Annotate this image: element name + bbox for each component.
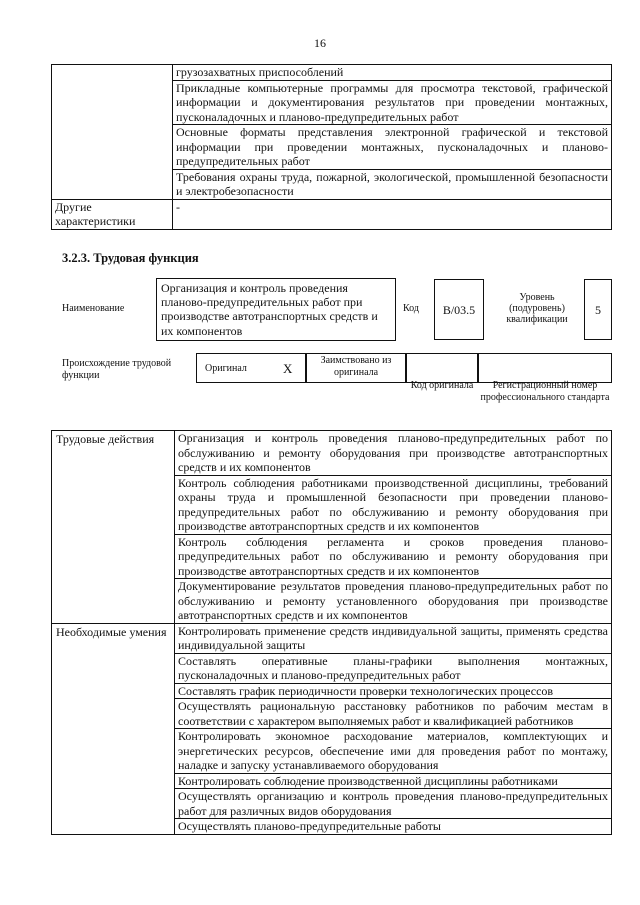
table-cell: Осуществлять рациональную расстановку работников по рабочим местам в соответствии с характером выполняемых работ и квалификацией работников: [175, 699, 612, 729]
table-cell: Контроль соблюдения регламента и сроков проведения планово-предупредительных работ по обслуживанию и ремонту оборудования при производстве автотранспортных средств и их компонентов: [175, 534, 612, 579]
table-cell: Контролировать применение средств индивидуальной защиты, применять средства индивидуальной защиты: [175, 623, 612, 653]
naming-label: Наименование: [62, 303, 125, 314]
original-box: [196, 353, 306, 383]
table-cell: Контролировать соблюдение производственной дисциплины работниками: [175, 773, 612, 789]
table-cell: Составлять график периодичности проверки технологических процессов: [175, 683, 612, 699]
knowledge-continuation-table: [51, 64, 612, 230]
table-cell: Контролировать экономное расходование материалов, комплектующих и энергетических ресурсов, обеспечение ими для проведения работ по монтажу, наладке и запуску устанавливаемого оборудования: [175, 729, 612, 774]
function-name-box: Организация и контроль проведения планово-предупредительных работ при производстве автотранспортных средств и их компонентов: [156, 278, 396, 341]
code-value-box: B/03.5: [434, 279, 484, 340]
code-label: Код: [403, 303, 419, 314]
table-cell: Документирование результатов проведения планово-предупредительных работ по обслуживанию и ремонту установленного оборудования при производстве автотранспортных средств и их компонентов: [175, 579, 612, 624]
table-cell: Осуществлять организацию и контроль проведения планово-предупредительных работ для различных видов оборудования: [175, 789, 612, 819]
table-cell: Прикладные компьютерные программы для просмотра текстовой, графической информации и документирования результатов при проведении монтажных, пусконаладочных и планово-предупредительных работ: [173, 80, 612, 125]
borrowed-box: Заимствовано из оригинала: [306, 353, 406, 383]
row-label: [52, 65, 173, 200]
table-row: [52, 431, 612, 476]
table-cell: Требования охраны труда, пожарной, экологической, промышленной безопасности и электробезопасности: [173, 169, 612, 199]
table-cell: Основные форматы представления электронной графической и текстовой информации при проведении монтажных, пусконаладочных и планово-предупредительных работ: [173, 125, 612, 170]
labor-actions-label: Трудовые действия: [52, 431, 175, 624]
skills-label: Необходимые умения: [52, 623, 175, 834]
table-cell: Организация и контроль проведения планово-предупредительных работ по обслуживанию и ремонту оборудования при производстве автотранспортных средств и их компонентов: [175, 431, 612, 476]
original-code-caption: Код оригинала: [410, 380, 474, 391]
table-cell: Контроль соблюдения работниками производственной дисциплины, требований охраны труда и промышленной безопасности при проведении планово-предупредительных работ по обслуживанию и ремонту оборудования при производстве автотранспортных средств и их компонентов: [175, 475, 612, 534]
table-row: [52, 65, 612, 81]
level-label: Уровень (подуровень) квалификации: [506, 292, 568, 325]
other-characteristics-label: Другие характеристики: [52, 199, 173, 229]
labor-function-table: [51, 430, 612, 835]
table-cell: грузозахватных приспособлений: [173, 65, 612, 81]
registration-number-box: [478, 353, 612, 383]
table-row: [52, 199, 612, 229]
other-characteristics-value: -: [173, 199, 612, 229]
table-row: [52, 623, 612, 653]
table-cell: Осуществлять планово-предупредительные работы: [175, 819, 612, 835]
original-code-box: [406, 353, 478, 383]
registration-number-caption: Регистрационный номер профессионального стандарта: [480, 380, 610, 403]
level-value-box: 5: [584, 279, 612, 340]
original-label: Оригинал: [205, 363, 247, 374]
page-number: 16: [314, 36, 326, 50]
section-title: 3.2.3. Трудовая функция: [62, 251, 199, 265]
origin-label: Происхождение трудовой функции: [62, 358, 172, 381]
original-mark: X: [283, 361, 293, 376]
table-cell: Составлять оперативные планы-графики выполнения монтажных, пусконаладочных и планово-предупредительных работ: [175, 653, 612, 683]
